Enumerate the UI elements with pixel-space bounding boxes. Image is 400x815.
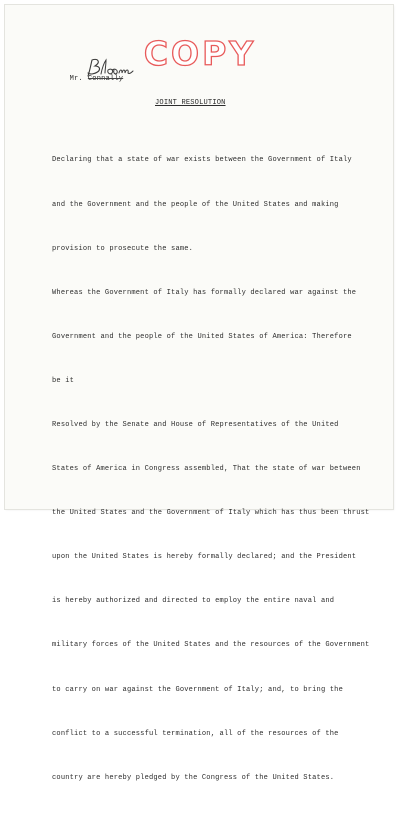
handwritten-signature [84,57,136,79]
body-line: Government and the people of the United States of America: Therefore [52,332,352,341]
body-line: country are hereby pledged by the Congress of the United States. [52,773,335,782]
copy-stamp [138,33,262,73]
body-line: the United States and the Government of Italy which has thus been thrust [52,509,370,518]
body-line: States of America in Congress assembled, That the state of war between [52,465,361,474]
body-line: be it [52,376,75,385]
resolution-body [52,124,369,815]
copy-stamp-graphic [138,33,262,73]
body-line: upon the United States is hereby formally declared; and the President [52,553,357,562]
document-title: JOINT RESOLUTION [155,99,226,107]
body-line: is hereby authorized and directed to employ the entire naval and [52,597,335,606]
body-line: conflict to a successful termination, all of the resources of the [52,729,339,738]
body-line: and the Government and the people of the United States and making [52,200,339,209]
body-line: Resolved by the Senate and House of Representatives of the United [52,420,339,429]
struck-name: Connally [87,75,124,84]
handwritten-name [84,57,136,79]
addressee-prefix: Mr. [69,75,83,84]
body-line: Declaring that a state of war exists between the Government of Italy [52,156,352,165]
copy-stamp-text: COPY [143,34,257,73]
body-line: to carry on war against the Government of Italy; and, to bring the [52,685,343,694]
body-line: provision to prosecute the same. [52,244,194,253]
body-line: military forces of the United States and the resources of the Government [52,641,370,650]
body-line: Whereas the Government of Italy has formally declared war against the [52,288,357,297]
